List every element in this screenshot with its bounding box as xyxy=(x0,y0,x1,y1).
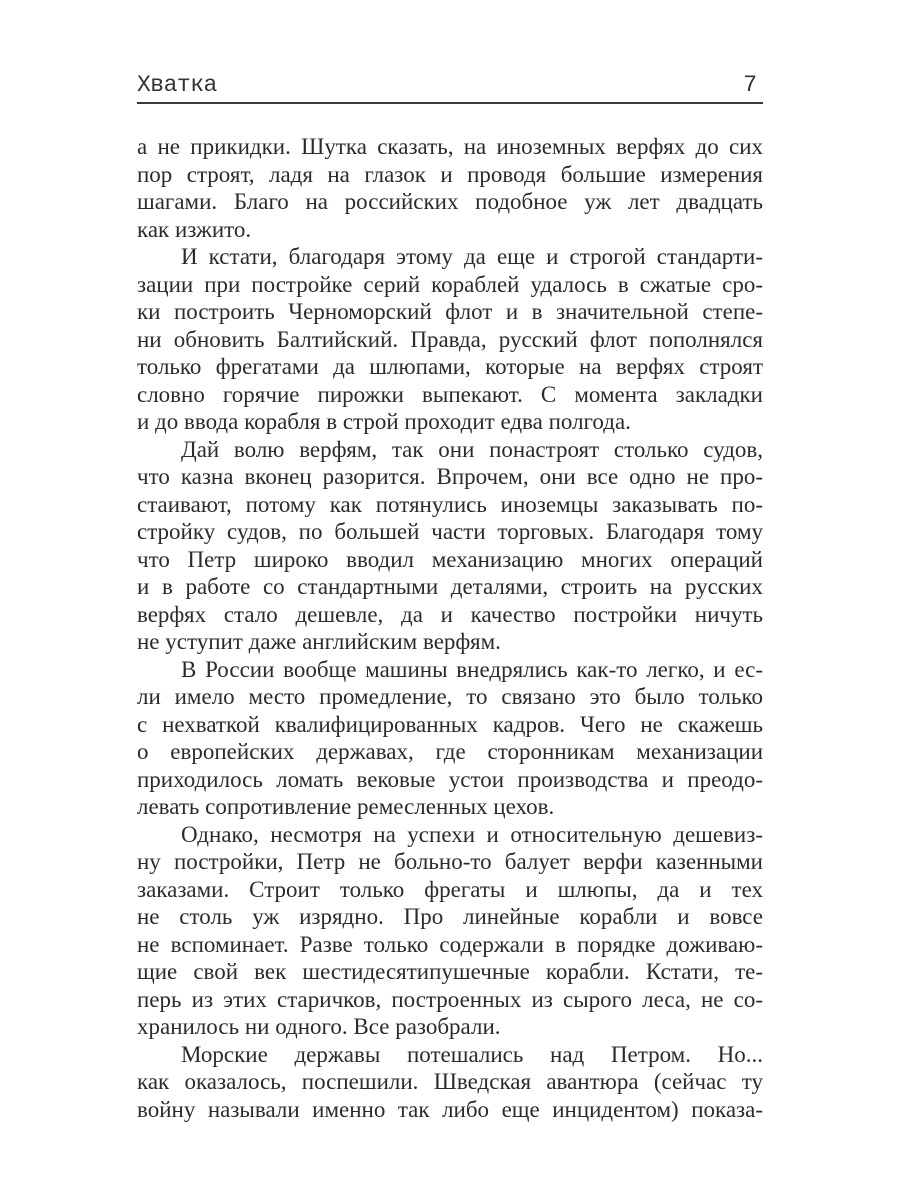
text-line: что Петр широко вводил механизацию многих операций xyxy=(137,546,763,572)
text-line: левать сопротивление ремесленных цехов. xyxy=(137,794,555,819)
header-rule xyxy=(137,102,763,104)
text-line: приходилось ломать вековые устои производства и преодо- xyxy=(137,766,763,792)
text-line: Однако, несмотря на успехи и относительную дешевиз- xyxy=(181,821,763,847)
text-line: пор строят, ладя на глазок и проводя большие измерения xyxy=(137,161,763,187)
text-line: что казна вконец разорится. Впрочем, они все одно не про- xyxy=(137,464,763,489)
text-line: шагами. Благо на российских подобное уж лет двадцать xyxy=(137,189,763,214)
paragraph xyxy=(137,821,763,1041)
running-title: Хватка xyxy=(137,72,217,98)
text-line: как оказалось, поспешили. Шведская авантюра (сейчас ту xyxy=(137,1069,763,1094)
text-line: заказами. Строит только фрегаты и шлюпы, да и тех xyxy=(137,876,763,902)
text-line: как изжито. xyxy=(137,216,252,242)
text-line: И кстати, благодаря этому да еще и строгой стандарти- xyxy=(181,244,763,269)
text-line: щие свой век шестидесятипушечные корабли. Кстати, те- xyxy=(137,959,763,984)
text-line: ну постройки, Петр не больно-то балует верфи казенными xyxy=(137,849,763,874)
text-line: не уступит даже английским верфям. xyxy=(137,629,501,654)
text-line: о европейских державах, где сторонникам механизации xyxy=(137,739,763,764)
paragraph xyxy=(137,133,763,243)
paragraph xyxy=(137,436,763,656)
text-line: ни обновить Балтийский. Правда, русский флот пополнялся xyxy=(137,326,763,352)
text-line: хранилось ни одного. Все разобрали. xyxy=(137,1014,501,1039)
text-line: стаивают, потому как потянулись иноземцы заказывать по- xyxy=(137,491,763,517)
page-header xyxy=(137,72,763,98)
paragraph xyxy=(137,1041,763,1124)
text-line: не вспоминает. Разве только содержали в порядке доживаю- xyxy=(137,931,763,957)
text-line: зации при постройке серий кораблей удалось в сжатые сро- xyxy=(137,271,763,297)
text-line: словно горячие пирожки выпекают. С момента закладки xyxy=(137,381,763,407)
text-line: только фрегатами да шлюпами, которые на верфях строят xyxy=(137,354,763,379)
text-line: и в работе со стандартными деталями, строить на русских xyxy=(137,574,763,599)
text-line: Морские державы потешались над Петром. Но... xyxy=(181,1041,763,1067)
paragraph xyxy=(137,243,763,436)
text-line: и до ввода корабля в строй проходит едва полгода. xyxy=(137,409,631,434)
text-line: Дай волю верфям, так они понастроят столько судов, xyxy=(181,436,763,462)
text-line: войну называли именно так либо еще инцидентом) показа- xyxy=(137,1096,763,1122)
text-line: не столь уж изрядно. Про линейные корабли и вовсе xyxy=(137,904,763,929)
text-line: перь из этих старичков, построенных из сырого леса, не со- xyxy=(137,986,763,1012)
text-line: стройку судов, по большей части торговых. Благодаря тому xyxy=(137,519,763,544)
text-line: с нехваткой квалифицированных кадров. Чего не скажешь xyxy=(137,711,763,737)
paragraph xyxy=(137,656,763,821)
text-line: В России вообще машины внедрялись как-то легко, и ес- xyxy=(181,656,763,682)
text-line: ли имело место промедление, то связано это было только xyxy=(137,684,763,709)
text-line: верфях стало дешевле, да и качество постройки ничуть xyxy=(137,601,763,627)
page-number: 7 xyxy=(743,72,757,98)
page-body xyxy=(137,133,763,1123)
text-line: а не прикидки. Шутка сказать, на иноземных верфях до сих xyxy=(137,134,763,159)
text-line: ки построить Черноморский флот и в значительной степе- xyxy=(137,299,763,324)
